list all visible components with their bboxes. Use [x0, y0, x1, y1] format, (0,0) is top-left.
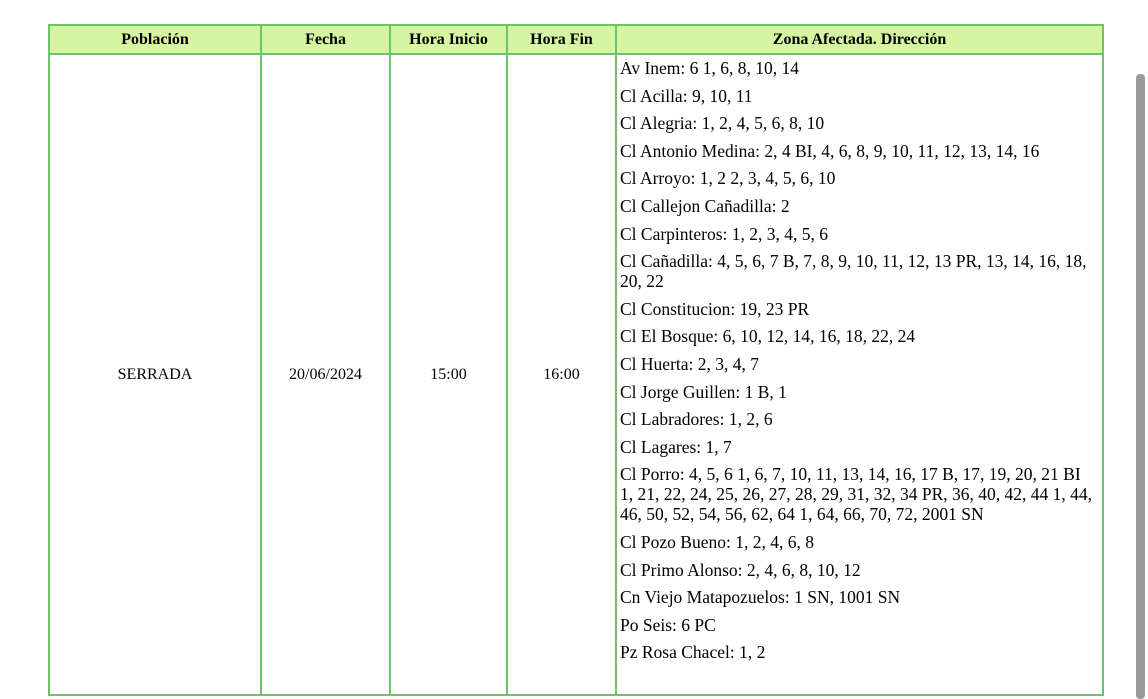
zone-line: Cl Porro: 4, 5, 6 1, 6, 7, 10, 11, 13, 14, 16, 17 B, 17, 19, 20, 21 BI 1, 21, 22, 24, 25, 26, 27, 28, 29, 31, 32, 34 PR, 36, 40, 42, 44 1, 44, 46, 50, 52, 54, 56, 62, 64 1, 64, 66, 70, 72, 2001 SN [620, 464, 1093, 525]
zone-line: Cl Alegria: 1, 2, 4, 5, 6, 8, 10 [620, 113, 825, 134]
header-hora-inicio: Hora Inicio [390, 25, 507, 54]
zone-line: Cl Primo Alonso: 2, 4, 6, 8, 10, 12 [620, 559, 861, 580]
zone-line: Cl Constitucion: 19, 23 PR [620, 298, 810, 319]
cell-hora-fin: 16:00 [507, 54, 616, 695]
zone-line: Cl Acilla: 9, 10, 11 [620, 85, 753, 106]
zone-line: Cl El Bosque: 6, 10, 12, 14, 16, 18, 22, 24 [620, 326, 916, 347]
zone-line: Cl Antonio Medina: 2, 4 BI, 4, 6, 8, 9, 10, 11, 12, 13, 14, 16 [620, 140, 1040, 161]
scrollbar-thumb[interactable] [1136, 74, 1145, 699]
zone-line: Cl Lagares: 1, 7 [620, 436, 732, 457]
outage-table [48, 24, 1104, 696]
zone-line: Cl Carpinteros: 1, 2, 3, 4, 5, 6 [620, 223, 829, 244]
table-row [49, 54, 1103, 695]
zone-line: Cn Viejo Matapozuelos: 1 SN, 1001 SN [620, 587, 901, 608]
cell-hora-inicio: 15:00 [390, 54, 507, 695]
zone-line: Cl Pozo Bueno: 1, 2, 4, 6, 8 [620, 531, 814, 552]
zone-line: Cl Jorge Guillen: 1 B, 1 [620, 381, 787, 402]
cell-zona-afectada [616, 54, 1103, 695]
zone-line: Cl Cañadilla: 4, 5, 6, 7 B, 7, 8, 9, 10, 11, 12, 13 PR, 13, 14, 16, 18, 20, 22 [620, 251, 1087, 292]
zone-line: Cl Labradores: 1, 2, 6 [620, 409, 773, 430]
header-row [49, 25, 1103, 54]
zone-line: Cl Huerta: 2, 3, 4, 7 [620, 353, 760, 374]
header-poblacion: Población [49, 25, 261, 54]
zone-line: Av Inem: 6 1, 6, 8, 10, 14 [620, 58, 800, 78]
cell-poblacion: SERRADA [49, 54, 261, 695]
header-zona: Zona Afectada. Dirección [616, 25, 1103, 54]
cell-fecha: 20/06/2024 [261, 54, 390, 695]
header-fecha: Fecha [261, 25, 390, 54]
zone-line: Pz Rosa Chacel: 1, 2 [620, 642, 766, 663]
header-hora-fin: Hora Fin [507, 25, 616, 54]
zone-line: Cl Arroyo: 1, 2 2, 3, 4, 5, 6, 10 [620, 168, 836, 189]
zone-line: Po Seis: 6 PC [620, 614, 716, 635]
zone-line: Cl Callejon Cañadilla: 2 [620, 195, 790, 216]
